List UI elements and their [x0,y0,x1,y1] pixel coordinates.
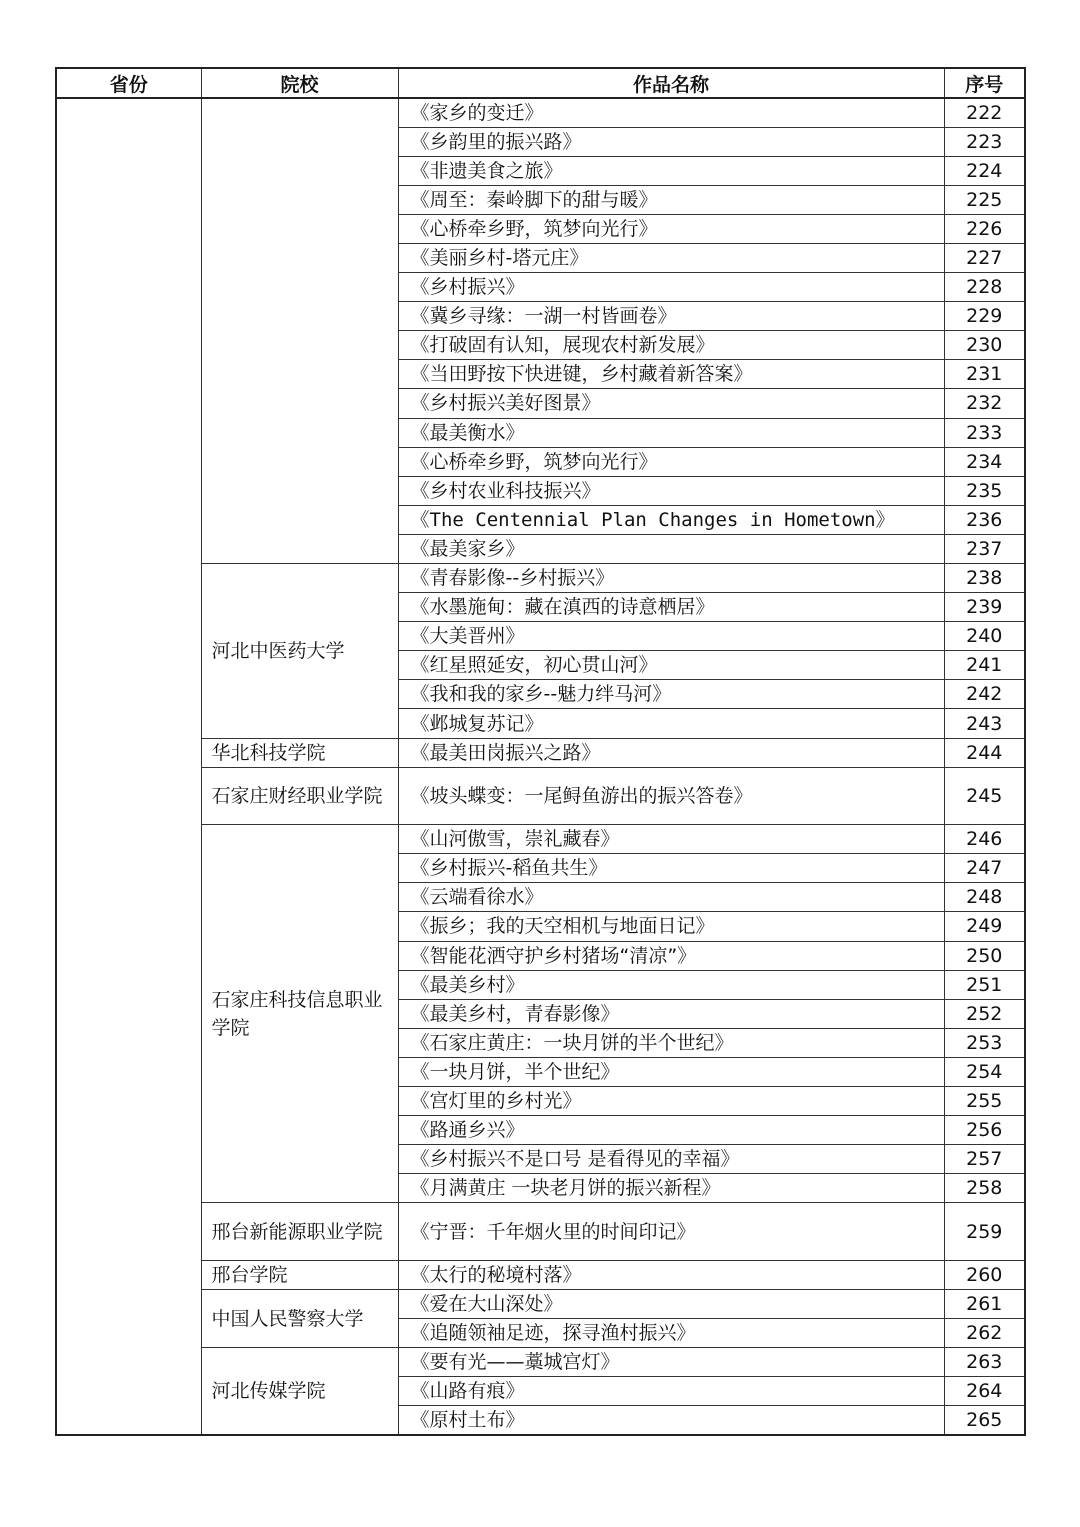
serial-number-cell: 233 [944,418,1025,447]
serial-number-cell: 264 [944,1377,1025,1406]
work-title-cell: 《云端看徐水》 [398,883,944,912]
serial-number-cell: 250 [944,941,1025,970]
serial-number-cell: 247 [944,854,1025,883]
work-title-cell: 《坡头蝶变：一尾鲟鱼游出的振兴答卷》 [398,767,944,825]
work-title-cell: 《石家庄黄庄：一块月饼的半个世纪》 [398,1028,944,1057]
work-title-cell: 《月满黄庄 一块老月饼的振兴新程》 [398,1174,944,1203]
work-title-cell: 《乡村振兴-稻鱼共生》 [398,854,944,883]
work-title-cell: 《青春影像--乡村振兴》 [398,564,944,593]
work-title-cell: 《山河傲雪，崇礼藏春》 [398,825,944,854]
work-title-cell: 《美丽乡村-塔元庄》 [398,243,944,272]
work-title-cell: 《最美衡水》 [398,418,944,447]
serial-number-cell: 263 [944,1348,1025,1377]
serial-number-cell: 225 [944,185,1025,214]
serial-number-cell: 240 [944,622,1025,651]
work-title-cell: 《最美田岗振兴之路》 [398,738,944,767]
serial-number-cell: 236 [944,505,1025,534]
table-row [56,738,1025,767]
serial-number-cell: 252 [944,999,1025,1028]
serial-number-cell: 244 [944,738,1025,767]
serial-number-cell: 237 [944,534,1025,563]
school-cell: 中国人民警察大学 [201,1289,398,1347]
serial-number-cell: 260 [944,1260,1025,1289]
serial-number-cell: 249 [944,912,1025,941]
work-title-cell: 《最美家乡》 [398,534,944,563]
work-title-cell: 《振乡；我的天空相机与地面日记》 [398,912,944,941]
serial-number-cell: 238 [944,564,1025,593]
serial-number-cell: 243 [944,709,1025,738]
work-title-cell: 《家乡的变迁》 [398,98,944,127]
work-title-cell: 《最美乡村，青春影像》 [398,999,944,1028]
work-title-cell: 《心桥牵乡野，筑梦向光行》 [398,447,944,476]
work-title-cell: 《太行的秘境村落》 [398,1260,944,1289]
serial-number-cell: 246 [944,825,1025,854]
work-title-cell: 《一块月饼，半个世纪》 [398,1057,944,1086]
serial-number-cell: 230 [944,331,1025,360]
serial-number-cell: 258 [944,1174,1025,1203]
serial-number-cell: 227 [944,243,1025,272]
work-title-cell: 《山路有痕》 [398,1377,944,1406]
work-title-cell: 《宫灯里的乡村光》 [398,1087,944,1116]
province-cell [56,98,201,1435]
work-title-cell: 《要有光——藁城宫灯》 [398,1348,944,1377]
table-row [56,1260,1025,1289]
header-row [56,68,1025,98]
serial-number-cell: 256 [944,1116,1025,1145]
work-title-cell: 《当田野按下快进键，乡村藏着新答案》 [398,360,944,389]
work-title-cell: 《乡村振兴不是口号 是看得见的幸福》 [398,1145,944,1174]
school-cell: 石家庄财经职业学院 [201,767,398,825]
work-title-cell: 《原村土布》 [398,1406,944,1435]
serial-number-cell: 242 [944,680,1025,709]
work-title-cell: 《水墨施甸：藏在滇西的诗意栖居》 [398,593,944,622]
serial-number-cell: 224 [944,156,1025,185]
work-title-cell: 《最美乡村》 [398,970,944,999]
work-title-cell: 《心桥牵乡野，筑梦向光行》 [398,214,944,243]
work-title-cell: 《爱在大山深处》 [398,1289,944,1318]
work-title-cell: 《大美晋州》 [398,622,944,651]
serial-number-cell: 248 [944,883,1025,912]
serial-number-cell: 257 [944,1145,1025,1174]
serial-number-cell: 223 [944,127,1025,156]
table-body [56,98,1025,1435]
header-school: 院校 [201,68,398,98]
work-title-cell: 《The Centennial Plan Changes in Hometown》 [398,505,944,534]
work-title-cell: 《打破固有认知，展现农村新发展》 [398,331,944,360]
school-cell: 河北传媒学院 [201,1348,398,1435]
work-title-cell: 《追随领袖足迹，探寻渔村振兴》 [398,1319,944,1348]
works-table [55,67,1026,1436]
table-row [56,767,1025,825]
table-row [56,98,1025,127]
school-cell: 邢台学院 [201,1260,398,1289]
table-row [56,1203,1025,1261]
serial-number-cell: 228 [944,273,1025,302]
serial-number-cell: 255 [944,1087,1025,1116]
table-row [56,1289,1025,1318]
serial-number-cell: 232 [944,389,1025,418]
work-title-cell: 《乡村农业科技振兴》 [398,476,944,505]
serial-number-cell: 262 [944,1319,1025,1348]
work-title-cell: 《我和我的家乡--魅力绊马河》 [398,680,944,709]
serial-number-cell: 229 [944,302,1025,331]
work-title-cell: 《路通乡兴》 [398,1116,944,1145]
work-title-cell: 《乡村振兴美好图景》 [398,389,944,418]
serial-number-cell: 261 [944,1289,1025,1318]
serial-number-cell: 239 [944,593,1025,622]
work-title-cell: 《乡韵里的振兴路》 [398,127,944,156]
table-row [56,825,1025,854]
serial-number-cell: 234 [944,447,1025,476]
work-title-cell: 《智能花洒守护乡村猪场“清凉”》 [398,941,944,970]
serial-number-cell: 265 [944,1406,1025,1435]
work-title-cell: 《红星照延安，初心贯山河》 [398,651,944,680]
work-title-cell: 《邺城复苏记》 [398,709,944,738]
serial-number-cell: 231 [944,360,1025,389]
header-title: 作品名称 [398,68,944,98]
work-title-cell: 《非遗美食之旅》 [398,156,944,185]
work-title-cell: 《乡村振兴》 [398,273,944,302]
work-title-cell: 《冀乡寻缘：一湖一村皆画卷》 [398,302,944,331]
school-cell: 河北中医药大学 [201,564,398,739]
serial-number-cell: 259 [944,1203,1025,1261]
serial-number-cell: 226 [944,214,1025,243]
header-number: 序号 [944,68,1025,98]
serial-number-cell: 245 [944,767,1025,825]
school-cell: 华北科技学院 [201,738,398,767]
work-title-cell: 《宁晋：千年烟火里的时间印记》 [398,1203,944,1261]
serial-number-cell: 222 [944,98,1025,127]
serial-number-cell: 253 [944,1028,1025,1057]
school-cell: 石家庄科技信息职业学院 [201,825,398,1203]
header-province: 省份 [56,68,201,98]
school-cell [201,98,398,564]
table-row [56,564,1025,593]
serial-number-cell: 254 [944,1057,1025,1086]
work-title-cell: 《周至：秦岭脚下的甜与暖》 [398,185,944,214]
serial-number-cell: 235 [944,476,1025,505]
serial-number-cell: 251 [944,970,1025,999]
serial-number-cell: 241 [944,651,1025,680]
school-cell: 邢台新能源职业学院 [201,1203,398,1261]
table-row [56,1348,1025,1377]
